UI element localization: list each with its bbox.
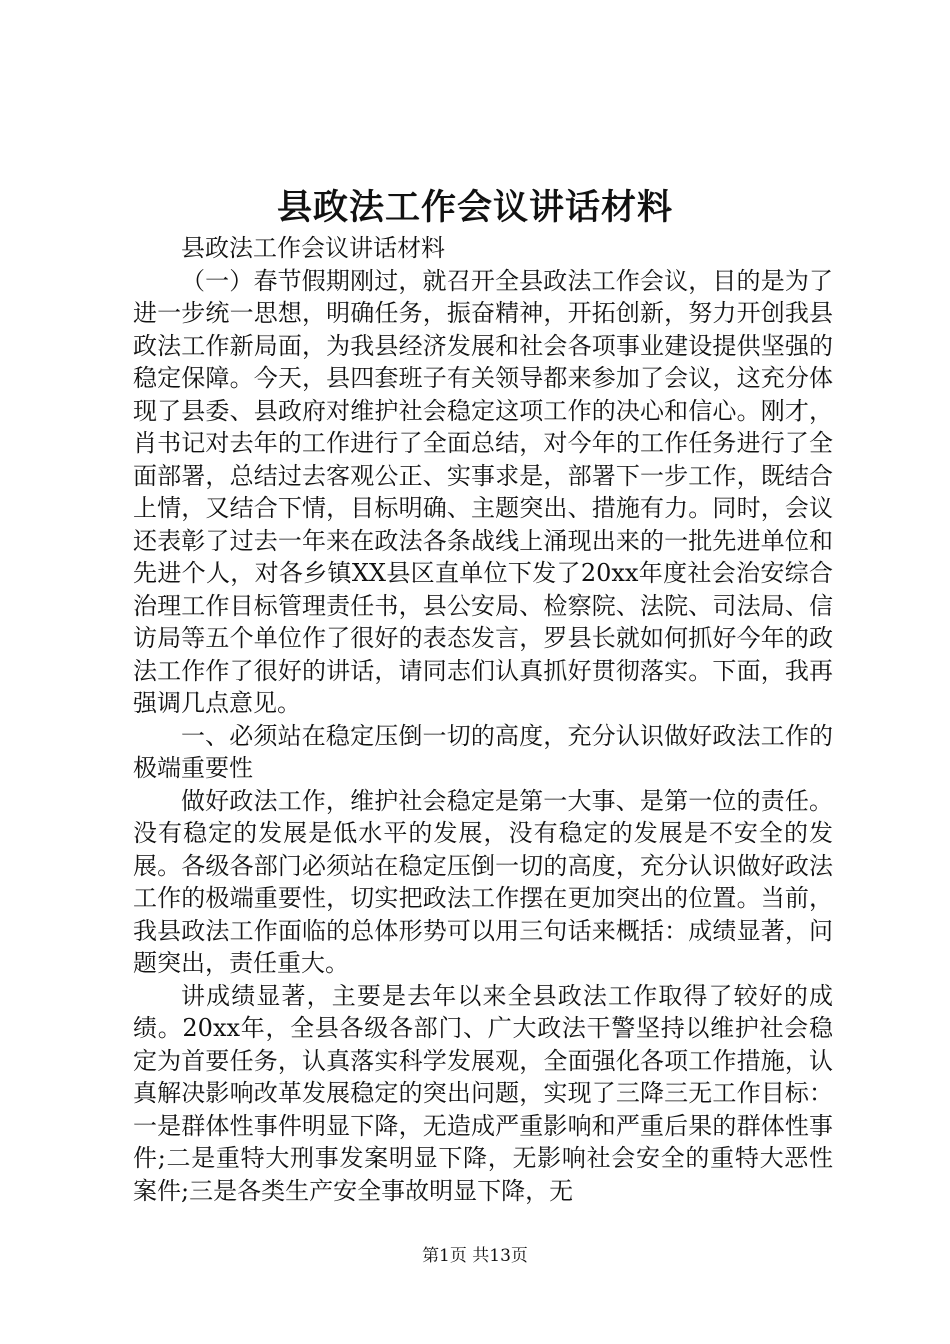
paragraph-achievements: 讲成绩显著，主要是去年以来全县政法工作取得了较好的成绩。20xx年，全县各级各部门、广大政法干警坚持以维护社会稳定为首要任务，认真落实科学发展观，全面强化各项工作措施，认真解决影响改革发展稳定的突出问题，实现了三降三无工作目标：一是群体性事件明显下降，无造成严重影响和严重后果的群体性事件;二是重特大刑事发案明显下降，无影响社会安全的重特大恶性案件;三是各类生产安全事故明显下降，无 <box>133 981 833 1205</box>
paragraph-heading: 县政法工作会议讲话材料 <box>181 234 445 262</box>
document-body <box>133 232 833 1207</box>
paragraph-section-one-heading: 一、必须站在稳定压倒一切的高度，充分认识做好政法工作的极端重要性 <box>133 721 833 782</box>
document-title: 县政法工作会议讲话材料 <box>276 187 673 228</box>
page-number: 第1页 共13页 <box>422 1246 528 1266</box>
paragraph-stability: 做好政法工作，维护社会稳定是第一大事、是第一位的责任。没有稳定的发展是低水平的发展，没有稳定的发展是不安全的发展。各级各部门必须站在稳定压倒一切的高度，充分认识做好政法工作的极端重要性，切实把政法工作摆在更加突出的位置。当前，我县政法工作面临的总体形势可以用三句话来概括：成绩显著，问题突出，责任重大。 <box>133 786 833 977</box>
paragraph-intro: （一）春节假期刚过，就召开全县政法工作会议，目的是为了进一步统一思想，明确任务，振奋精神，开拓创新，努力开创我县政法工作新局面，为我县经济发展和社会各项事业建设提供坚强的稳定保障。今天，县四套班子有关领导都来参加了会议，这充分体现了县委、县政府对维护社会稳定这项工作的决心和信心。刚才，肖书记对去年的工作进行了全面总结，对今年的工作任务进行了全面部署，总结过去客观公正、实事求是，部署下一步工作，既结合上情，又结合下情，目标明确、主题突出、措施有力。同时，会议还表彰了过去一年来在政法各条战线上涌现出来的一批先进单位和先进个人，对各乡镇XX县区直单位下发了20xx年度社会治安综合治理工作目标管理责任书，县公安局、检察院、法院、司法局、信访局等五个单位作了很好的表态发言，罗县长就如何抓好今年的政法工作作了很好的讲话，请同志们认真抓好贯彻落实。下面，我再强调几点意见。 <box>133 266 833 717</box>
